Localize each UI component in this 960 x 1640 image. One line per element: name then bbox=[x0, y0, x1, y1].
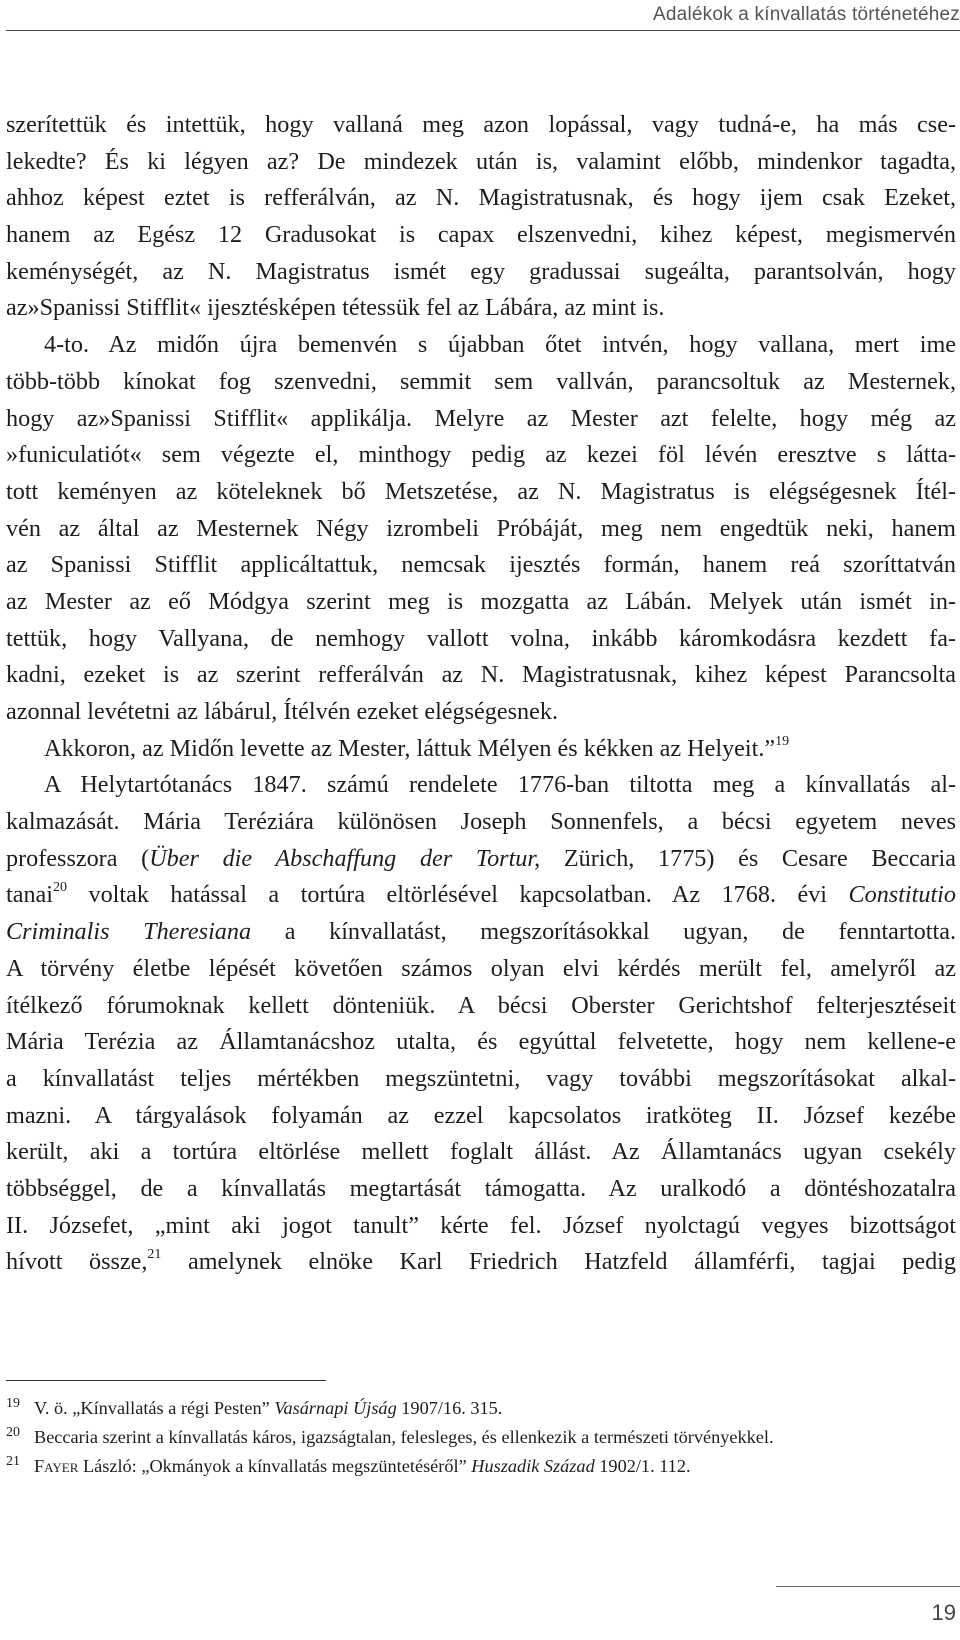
quote-closing-line bbox=[6, 731, 956, 768]
folio-rule bbox=[776, 1586, 960, 1587]
body-line bbox=[6, 841, 956, 878]
body-line: tettük, hogy Vallyana, de nemhogy vallott volna, inkább káromkodásra kezdett fa- bbox=[6, 624, 956, 652]
text-run: amelynek elnöke Karl Friedrich Hatzfeld államférfi, tagjai pedig bbox=[161, 1248, 956, 1276]
body-line: »funiculatiót« sem végezte el, minthogy pedig az kezei föl lévén eresztve s látta- bbox=[6, 441, 956, 469]
header-rule bbox=[6, 30, 960, 31]
book-title-italic: Über die Abschaffung der Tortur, bbox=[149, 844, 541, 872]
footnote-text bbox=[34, 1394, 956, 1423]
footnote-20 bbox=[6, 1423, 956, 1452]
text-run: László: „Okmányok a kínvallatás megszüntetéséről” bbox=[78, 1456, 472, 1476]
body-line: keménységét, az N. Magistratus ismét egy gradussai sugeálta, parantsolván, hogy bbox=[6, 257, 956, 285]
source-title-italic: Huszadik Század bbox=[471, 1456, 595, 1476]
body-line: került, aki a tortúra eltörlése mellett foglalt állást. Az Államtanács ugyan csekély bbox=[6, 1138, 956, 1166]
page-number: 19 bbox=[931, 1600, 956, 1625]
body-line: az Mester az eő Módgya szerint meg is mozgatta az Lábán. Melyek után ismét in- bbox=[6, 587, 956, 615]
footnote-text bbox=[34, 1452, 956, 1481]
footnote-number: 21 bbox=[6, 1454, 20, 1469]
footnote-number: 20 bbox=[6, 1425, 20, 1440]
text-run: Zürich, 1775) és Cesare Beccaria bbox=[540, 844, 956, 872]
body-line: lekedte? És ki légyen az? De mindezek után is, valamint előbb, mindenkor tagadta, bbox=[6, 147, 956, 175]
text-run: tanai bbox=[6, 881, 54, 909]
text-run: V. ö. „Kínvallatás a régi Pesten” bbox=[34, 1398, 275, 1418]
footnote-number: 19 bbox=[6, 1396, 20, 1411]
body-line: kalmazását. Mária Teréziára különösen Joseph Sonnenfels, a bécsi egyetem neves bbox=[6, 808, 956, 836]
body-line: mazni. A tárgyalások folyamán az ezzel kapcsolatos iratköteg II. József kezébe bbox=[6, 1101, 956, 1129]
law-title-italic: Constitutio bbox=[848, 881, 956, 909]
body-line: több-több kínokat fog szenvedni, semmit sem vallván, parancsoltuk az Mesternek, bbox=[6, 367, 956, 395]
body-line: azonnal levétetni az lábárul, Ítélvén ezeket elégségesnek. bbox=[6, 698, 558, 725]
footnote-19 bbox=[6, 1394, 956, 1423]
body-line: az Spanissi Stifflit applicáltattuk, nemcsak ijesztés formán, hanem reá szoríttatván bbox=[6, 551, 956, 579]
author-smallcaps: Fayer bbox=[34, 1456, 79, 1476]
body-line: hogy az»Spanissi Stifflit« applikálja. Melyre az Mester azt felelte, hogy még az bbox=[6, 404, 956, 432]
footnotes bbox=[6, 1394, 956, 1481]
body-line: Mária Terézia az Államtanácshoz utalta, és egyúttal felvetette, hogy nem kellene-e bbox=[6, 1028, 956, 1056]
footnote-text: Beccaria szerint a kínvallatás káros, igazságtalan, felesleges, és ellenkezik a természeti törvényekkel. bbox=[34, 1427, 774, 1447]
body-line: hanem az Egész 12 Gradusokat is capax elszenvedni, kihez képest, megismervén bbox=[6, 221, 956, 249]
body-line: a kínvallatást teljes mértékben megszüntetni, vagy további megszorításokat alkal- bbox=[6, 1064, 956, 1092]
body-line: szerítettük és intettük, hogy vallaná meg azon lopással, vagy tudná-e, ha más cse- bbox=[6, 111, 956, 138]
source-title-italic: Vasárnapi Újság bbox=[274, 1398, 397, 1418]
body-line: többséggel, de a kínvallatás megtartását támogatta. Az uralkodó a döntéshozatalra bbox=[6, 1174, 956, 1202]
body-line bbox=[6, 877, 956, 914]
text-run: hívott össze, bbox=[6, 1248, 148, 1276]
quote-closing-text: Akkoron, az Midőn levette az Mester, láttuk Mélyen és kékken az Helyeit.” bbox=[44, 734, 776, 762]
footnote-21 bbox=[6, 1452, 956, 1481]
footnote-separator bbox=[6, 1380, 326, 1381]
body-line: ítélkező fórumoknak kellett dönteniük. A bécsi Oberster Gerichtshof felterjesztéseit bbox=[6, 991, 956, 1019]
body-line: II. Józsefet, „mint aki jogot tanult” kérte fel. József nyolctagú vegyes bizottságot bbox=[6, 1211, 956, 1239]
body-line: kadni, ezeket is az szerint refferálván az N. Magistratusnak, kihez képest Parancsolta bbox=[6, 661, 956, 689]
body-line: tott keményen az köteleknek bő Metszetése, az N. Magistratus is elégségesnek Ítél- bbox=[6, 477, 956, 505]
body-line: A törvény életbe lépését követően számos olyan elvi kérdés merült fel, amelyről az bbox=[6, 954, 956, 982]
body-line: ahhoz képest eztet is refferálván, az N. Magistratusnak, és hogy ijem csak Ezeket, bbox=[6, 184, 956, 212]
text-run: professzora ( bbox=[6, 844, 150, 872]
footnote-ref-20[interactable]: 20 bbox=[53, 880, 68, 896]
body-text bbox=[6, 107, 956, 1281]
law-title-italic: Criminalis Theresiana bbox=[6, 918, 252, 946]
text-run: voltak hatással a tortúra eltörlésével kapcsolatban. Az 1768. évi bbox=[67, 881, 849, 909]
footnote-ref-19[interactable]: 19 bbox=[775, 733, 790, 749]
body-line: az»Spanissi Stifflit« ijesztésképen tétessük fel az Lábára, az mint is. bbox=[6, 294, 665, 322]
body-line: 4-to. Az midőn újra bemenvén s újabban őtet intvén, hogy vallana, mert ime bbox=[44, 331, 956, 359]
body-line: A Helytartótanács 1847. számú rendelete 1776-ban tiltotta meg a kínvallatás al- bbox=[44, 771, 956, 799]
text-run: 1907/16. 315. bbox=[396, 1398, 503, 1418]
text-run: 1902/1. 112. bbox=[594, 1456, 691, 1476]
footnote-ref-21[interactable]: 21 bbox=[147, 1247, 162, 1263]
text-run: a kínvallatást, megszorításokkal ugyan, de fenntartotta. bbox=[251, 918, 956, 946]
body-line: vén az által az Mesternek Négy izrombeli Próbáját, meg nem engedtük neki, hanem bbox=[6, 514, 956, 542]
body-line bbox=[6, 914, 956, 951]
body-line bbox=[6, 1244, 956, 1281]
running-header: Adalékok a kínvallatás történetéhez bbox=[653, 4, 960, 25]
